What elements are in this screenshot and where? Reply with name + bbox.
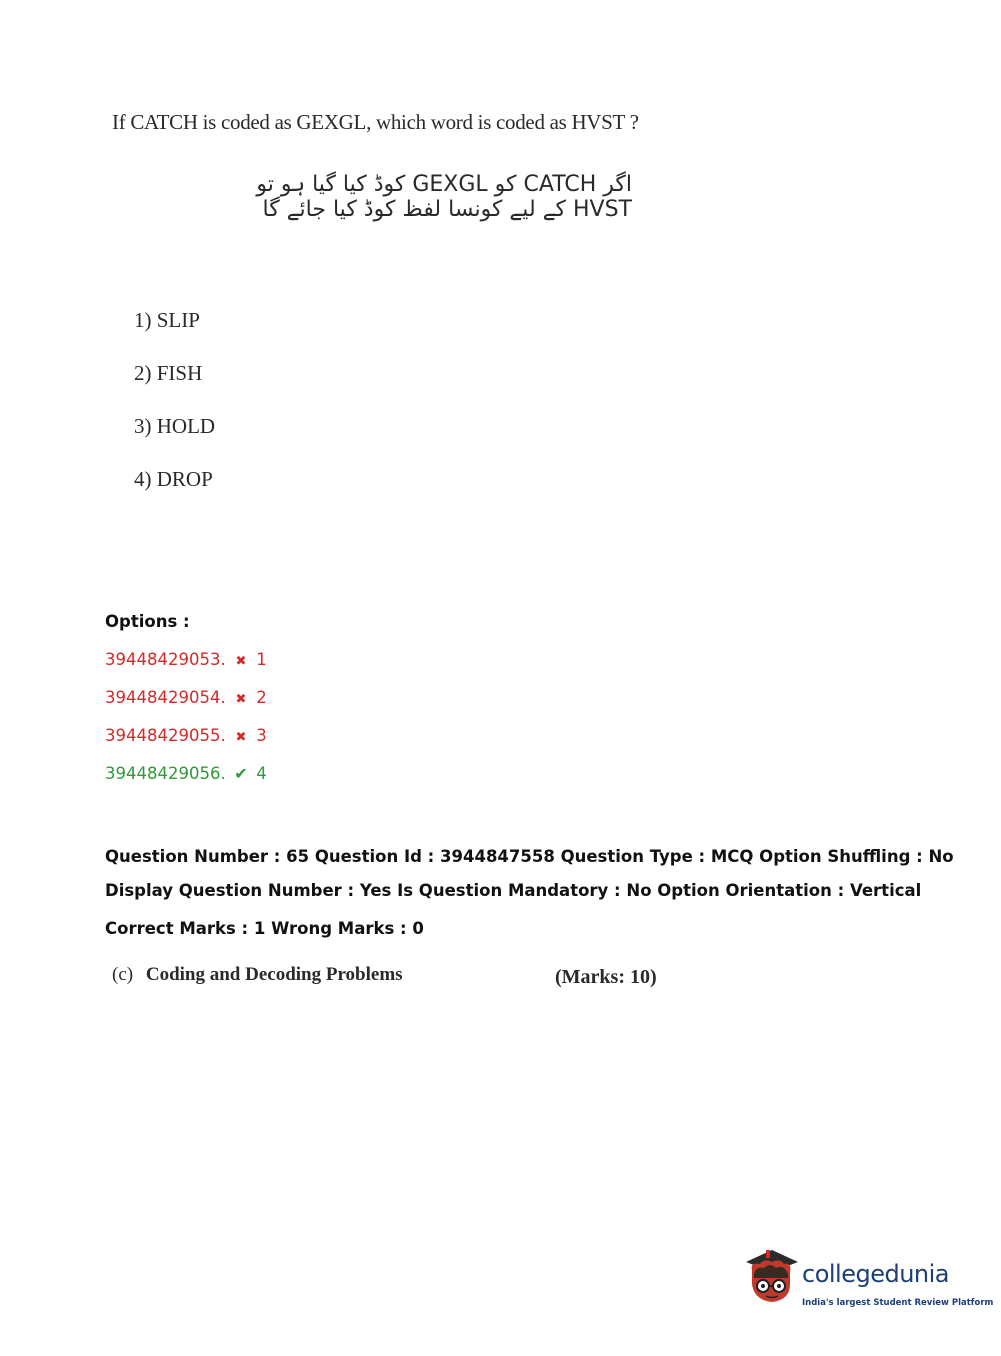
section-prefix: (c) <box>112 964 134 985</box>
question-urdu: اگر CATCH کو GEXGL کوڈ کیا گیا ہو تو HVST کے لیے کونسا لفظ کوڈ کیا جائے گا <box>256 172 632 222</box>
answer-row-2 <box>105 688 267 707</box>
choice-4: 4) DROP <box>134 467 213 491</box>
section-heading <box>112 964 403 986</box>
answer-id: 39448429055. <box>105 726 226 745</box>
answer-row-4 <box>105 764 267 783</box>
meta-line-1: Question Number : 65 Question Id : 3944847558 Question Type : MCQ Option Shuffling : No <box>105 847 954 866</box>
meta-line-2: Display Question Number : Yes Is Question Mandatory : No Option Orientation : Vertical <box>105 881 922 900</box>
choice-3: 3) HOLD <box>134 414 216 438</box>
answer-label: 2 <box>256 688 267 707</box>
cross-icon: ✖ <box>235 692 247 707</box>
answer-label: 1 <box>256 650 267 669</box>
logo-wordmark: collegedunia <box>802 1260 950 1288</box>
cross-icon: ✖ <box>235 730 247 745</box>
logo-tagline: India's largest Student Review Platform <box>802 1298 994 1308</box>
check-icon: ✔ <box>234 764 248 783</box>
question-english: If CATCH is coded as GEXGL, which word is coded as HVST ? <box>112 110 639 134</box>
meta-line-3: Correct Marks : 1 Wrong Marks : 0 <box>105 919 424 938</box>
section-title: Coding and Decoding Problems <box>145 964 403 985</box>
choice-2: 2) FISH <box>134 361 203 385</box>
answer-row-1 <box>105 650 267 669</box>
cross-icon: ✖ <box>235 654 247 669</box>
answer-id: 39448429054. <box>105 688 226 707</box>
options-heading: Options : <box>105 612 190 631</box>
mascot-icon <box>742 1248 800 1314</box>
answer-label: 4 <box>256 764 267 783</box>
section-marks: (Marks: 10) <box>555 966 657 988</box>
collegedunia-logo <box>742 1248 994 1318</box>
answer-label: 3 <box>256 726 267 745</box>
answer-id: 39448429053. <box>105 650 226 669</box>
answer-row-3 <box>105 726 267 745</box>
answer-id: 39448429056. <box>105 764 226 783</box>
choice-1: 1) SLIP <box>134 308 200 332</box>
